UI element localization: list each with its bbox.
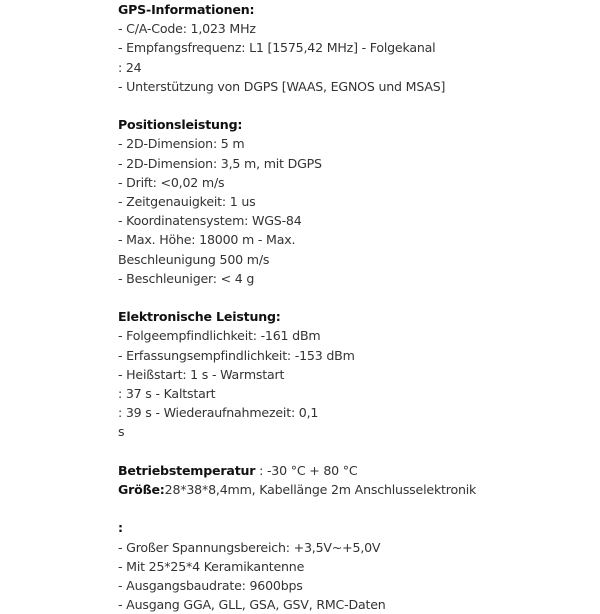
spec-line: - Koordinatensystem: WGS-84 <box>118 213 302 229</box>
spec-line: - 2D-Dimension: 5 m <box>118 136 245 152</box>
size-value: 28*38*8,4mm, Kabellänge 2m Anschlusselektronik <box>164 482 477 498</box>
spec-line: - Drift: <0,02 m/s <box>118 174 225 190</box>
section-heading: GPS-Informationen: <box>118 2 255 17</box>
spec-line: : 37 s - Kaltstart <box>118 386 216 402</box>
spec-line: - C/A-Code: 1,023 MHz <box>118 21 256 37</box>
section-electronic-performance <box>118 307 588 441</box>
section-position-performance <box>118 115 588 288</box>
spacer <box>118 442 588 461</box>
spec-line: - Beschleuniger: < 4 g <box>118 270 255 286</box>
spec-line: : 39 s - Wiederaufnahmezeit: 0,1 <box>118 405 319 421</box>
spec-line: - Großer Spannungsbereich: +3,5V~+5,0V <box>118 539 381 555</box>
section-heading: Elektronische Leistung: <box>118 309 281 325</box>
spec-line: : 24 <box>118 59 142 75</box>
operating-temperature <box>118 461 588 480</box>
spec-line: - Max. Höhe: 18000 m - Max. <box>118 232 296 248</box>
spec-line: - Ausgangsbaudrate: 9600bps <box>118 578 303 594</box>
spec-line: - Ausgang GGA, GLL, GSA, GSV, RMC-Daten <box>118 597 386 613</box>
spec-line: - Erfassungsempfindlichkeit: -153 dBm <box>118 347 355 363</box>
section-heading: Positionsleistung: <box>118 117 243 133</box>
spec-line: - Mit 25*25*4 Keramikantenne <box>118 558 305 574</box>
temperature-value: : -30 °C + 80 °C <box>255 462 358 478</box>
section-heading: : <box>118 520 123 536</box>
spacer <box>118 499 588 518</box>
spec-line: - Zeitgenauigkeit: 1 us <box>118 194 256 210</box>
spec-line: Beschleunigung 500 m/s <box>118 251 270 267</box>
spec-line: - Empfangsfrequenz: L1 [1575,42 MHz] - Folgekanal <box>118 40 436 56</box>
spec-line: s <box>118 424 125 440</box>
product-spec-document <box>118 0 588 614</box>
spec-line: - Folgeempfindlichkeit: -161 dBm <box>118 328 321 344</box>
section-gps-info <box>118 0 588 96</box>
temperature-label: Betriebstemperatur <box>118 462 256 478</box>
spec-line: - Unterstützung von DGPS [WAAS, EGNOS und MSAS] <box>118 78 446 94</box>
spacer <box>118 96 588 115</box>
size-spec <box>118 480 588 499</box>
spec-line: - Heißstart: 1 s - Warmstart <box>118 366 285 382</box>
size-label: Größe: <box>118 482 165 498</box>
spec-line: - 2D-Dimension: 3,5 m, mit DGPS <box>118 155 322 171</box>
spacer <box>118 288 588 307</box>
